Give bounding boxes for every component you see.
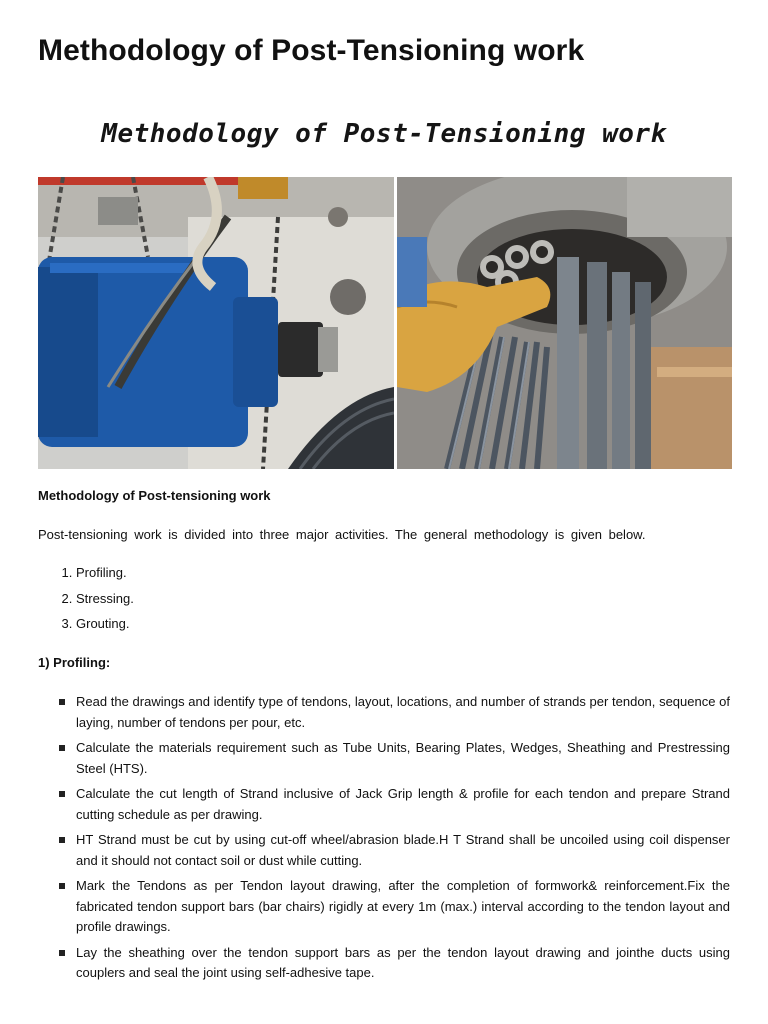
profiling-item — [38, 692, 730, 733]
activity-item: 3. Grouting. — [76, 616, 134, 642]
profiling-heading: 1) Profiling: — [38, 655, 111, 670]
activity-item: 2. Stressing. — [76, 591, 134, 617]
profiling-item — [38, 784, 730, 825]
profiling-item-text: Read the drawings and identify type of tendons, layout, locations, and number of strands per tendon, sequence of laying, number of tendons per pour, etc. — [76, 694, 730, 730]
banner-title: Methodology of Post-Tensioning work — [101, 119, 667, 149]
anchor-strands-photo — [397, 177, 732, 469]
profiling-item-text: Calculate the materials requirement such as Tube Units, Bearing Plates, Wedges, Sheathing and Prestressing Steel (HTS). — [76, 740, 730, 776]
profiling-item — [38, 876, 730, 938]
stressing-jack-photo — [38, 177, 394, 469]
square-bullet-icon — [59, 883, 65, 889]
profiling-item — [38, 738, 730, 779]
profiling-item-text: HT Strand must be cut by using cut-off wheel/abrasion blade.H T Strand shall be uncoiled using coil dispenser and it should not contact soil or dust while cutting. — [76, 832, 730, 868]
profiling-item-text: Lay the sheathing over the tendon support bars as per the tendon layout drawing and jointhe ducts using couplers and seal the joint using self-adhesive tape. — [76, 944, 730, 980]
activities-list — [38, 565, 134, 642]
square-bullet-icon — [59, 745, 65, 751]
profiling-item-text: Calculate the cut length of Strand inclusive of Jack Grip length & profile for each tendon and prepare Strand cutting schedule as per drawing. — [76, 786, 730, 822]
square-bullet-icon — [59, 950, 65, 956]
page-title: Methodology of Post-Tensioning work — [38, 34, 585, 67]
square-bullet-icon — [59, 791, 65, 797]
profiling-item — [38, 830, 730, 871]
profiling-item — [38, 943, 730, 984]
square-bullet-icon — [59, 837, 65, 843]
intro-paragraph: Post-tensioning work is divided into three major activities. The general methodology is given below. — [38, 527, 646, 542]
activity-item: 1. Profiling. — [76, 565, 134, 591]
square-bullet-icon — [59, 699, 65, 705]
profiling-list — [38, 692, 730, 989]
profiling-item-text: Mark the Tendons as per Tendon layout drawing, after the completion of formwork& reinforcement.Fix the fabricated tendon support bars (bar chairs) rigidly at every 1m (max.) interval according to the tendon layout and profile drawings. — [76, 878, 730, 934]
section-heading: Methodology of Post-tensioning work — [38, 488, 271, 503]
